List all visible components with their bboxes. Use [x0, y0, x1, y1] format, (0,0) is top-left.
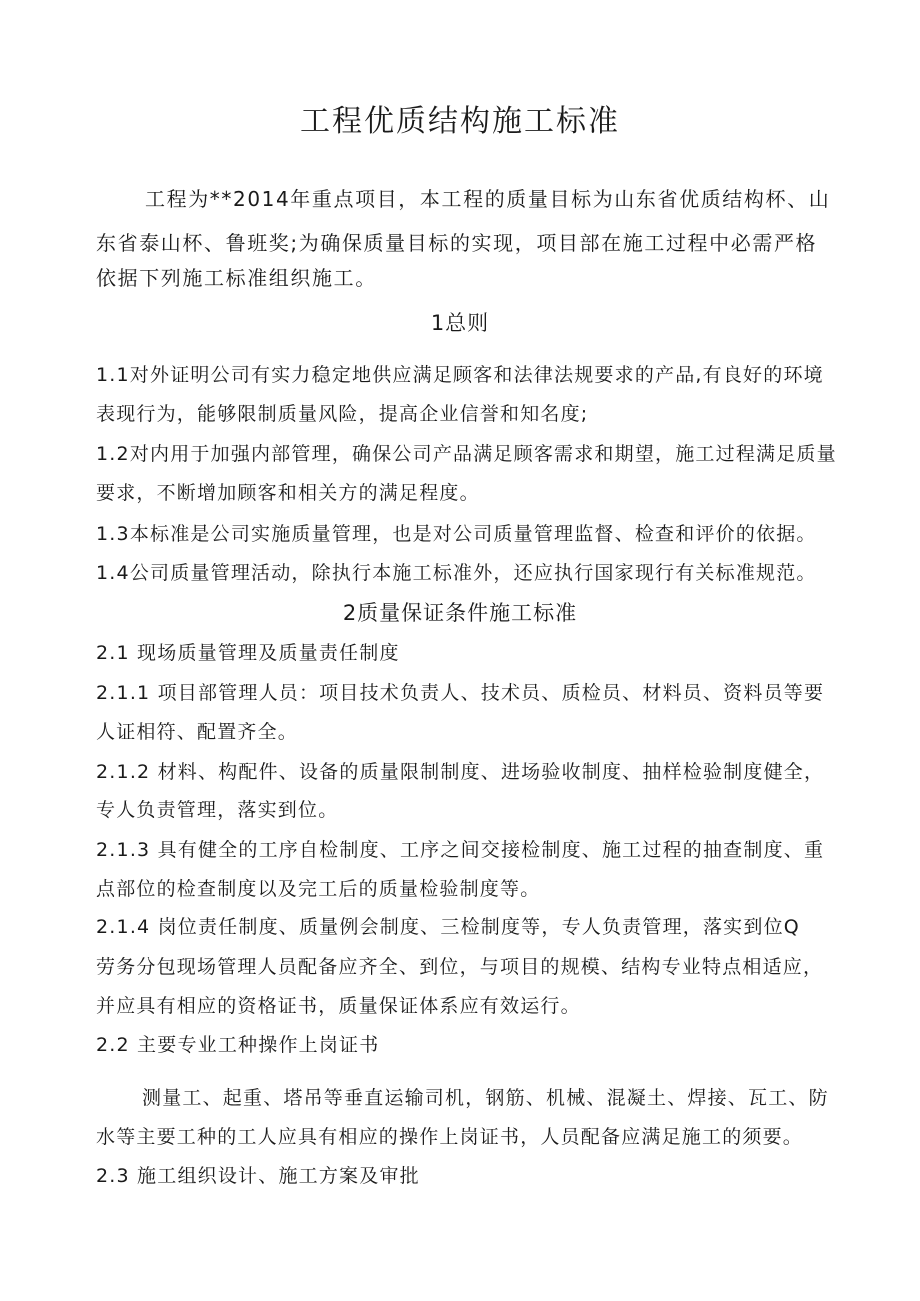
subsection-2-2-heading: 2.2 主要专业工种操作上岗证书 — [96, 1034, 380, 1056]
item-2-1-1-line-2: 人证相符、配置齐全。 — [96, 721, 299, 743]
item-2-1-1-line-1: 2.1.1 项目部管理人员：项目技术负责人、技术员、质检员、材料员、资料员等要 — [96, 682, 825, 704]
item-2-1-2-line-2: 专人负责管理，落实到位。 — [96, 799, 339, 821]
intro-line-2: 东省泰山杯、鲁班奖;为确保质量目标的实现，项目部在施工过程中必需严格 — [96, 231, 818, 255]
item-2-1-4-line-3: 并应具有相应的资格证书，质量保证体系应有效运行。 — [96, 995, 581, 1017]
subsection-2-2-line-1: 测量工、起重、塔吊等垂直运输司机，钢筋、机械、混凝土、焊接、瓦工、防 — [142, 1087, 829, 1109]
section-2-heading: 2质量保证条件施工标准 — [342, 601, 578, 625]
item-2-1-3-line-1: 2.1.3 具有健全的工序自检制度、工序之间交接检制度、施工过程的抽查制度、重 — [96, 839, 825, 861]
item-2-1-4-line-2: 劳务分包现场管理人员配备应齐全、到位，与项目的规模、结构专业特点相适应， — [96, 956, 824, 978]
item-2-1-2-line-1: 2.1.2 材料、构配件、设备的质量限制制度、进场验收制度、抽样检验制度健全， — [96, 761, 825, 783]
item-1-4-line-1: 1.4公司质量管理活动，除执行本施工标准外，还应执行国家现行有关标准规范。 — [96, 562, 817, 584]
item-1-2-line-1: 1.2对内用于加强内部管理，确保公司产品满足顾客需求和期望，施工过程满足质量 — [96, 443, 837, 465]
document-title: 工程优质结构施工标准 — [300, 104, 620, 139]
section-1-heading: 1总则 — [430, 311, 490, 335]
item-2-1-4-line-1: 2.1.4 岗位责任制度、质量例会制度、三检制度等，专人负责管理，落实到位Q — [96, 916, 800, 938]
subsection-2-3-heading: 2.3 施工组织设计、施工方案及审批 — [96, 1165, 420, 1187]
intro-line-3: 依据下列施工标准组织施工。 — [96, 266, 377, 290]
subsection-2-1-heading: 2.1 现场质量管理及质量责任制度 — [96, 642, 400, 664]
item-2-1-3-line-2: 点部位的检查制度以及完工后的质量检验制度等。 — [96, 878, 541, 900]
item-1-2-line-2: 要求，不断增加顾客和相关方的满足程度。 — [96, 482, 480, 504]
item-1-1-line-1: 1.1对外证明公司有实力稳定地供应满足顾客和法律法规要求的产品,有良好的环境 — [96, 364, 824, 386]
item-1-3-line-1: 1.3本标准是公司实施质量管理，也是对公司质量管理监督、检查和评价的依据。 — [96, 523, 817, 545]
item-1-1-line-2: 表现行为，能够限制质量风险，提高企业信誉和知名度; — [96, 403, 589, 425]
subsection-2-2-line-2: 水等主要工种的工人应具有相应的操作上岗证书，人员配备应满足施工的须要。 — [96, 1126, 804, 1148]
intro-line-1: 工程为**2014年重点项目，本工程的质量目标为山东省优质结构杯、山 — [145, 187, 831, 211]
